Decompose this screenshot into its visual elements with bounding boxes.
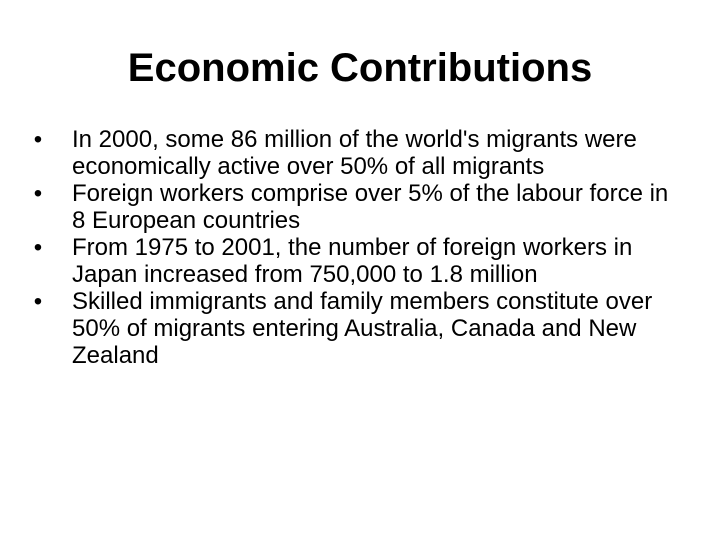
bullet-icon: •: [33, 234, 43, 261]
bullet-list: [28, 126, 688, 369]
bullet-item: [28, 126, 688, 180]
bullet-item: [28, 288, 688, 369]
bullet-icon: •: [33, 126, 43, 153]
bullet-text: Skilled immigrants and family members constitute over 50% of migrants entering Australia, Canada and New Zealand: [72, 288, 653, 369]
bullet-item: [28, 234, 688, 288]
bullet-text: From 1975 to 2001, the number of foreign workers in Japan increased from 750,000 to 1.8 million: [72, 234, 633, 288]
bullet-text: Foreign workers comprise over 5% of the labour force in 8 European countries: [72, 180, 669, 234]
bullet-icon: •: [33, 180, 43, 207]
bullet-text: In 2000, some 86 million of the world's migrants were economically active over 50% of all migrants: [72, 126, 637, 180]
bullet-item: [28, 180, 688, 234]
bullet-icon: •: [33, 288, 43, 315]
slide-title: Economic Contributions: [127, 46, 593, 90]
